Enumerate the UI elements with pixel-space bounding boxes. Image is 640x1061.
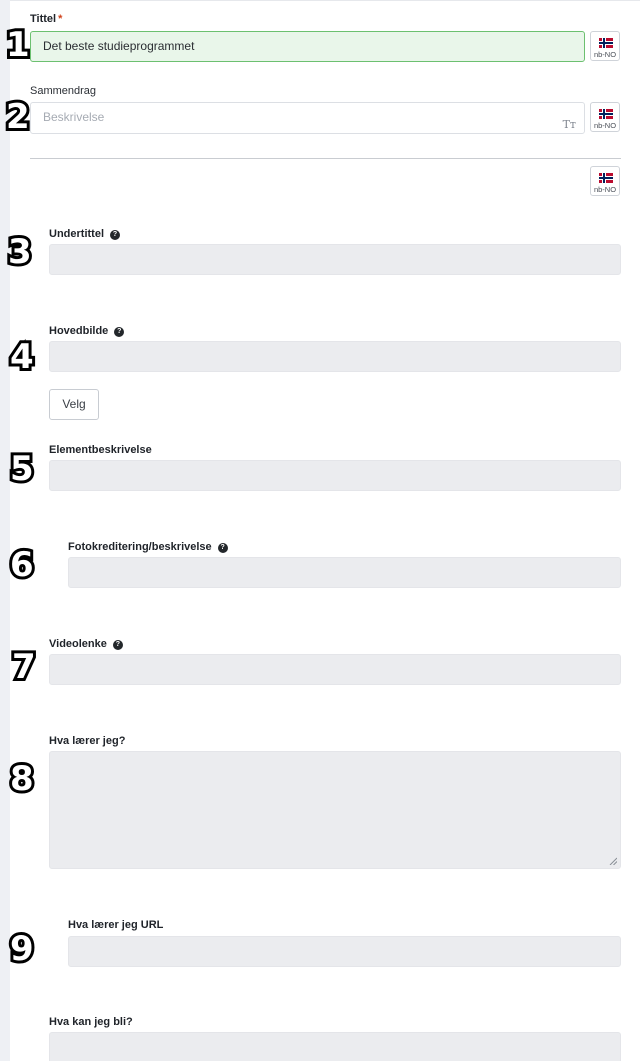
step-number-6: 6 — [10, 545, 34, 585]
hva-laerer-url-label: Hva lærer jeg URL — [68, 919, 164, 931]
elementbeskrivelse-input[interactable] — [49, 460, 621, 491]
tittel-input[interactable] — [30, 31, 585, 62]
sammendrag-label: Sammendrag — [30, 85, 97, 97]
section-divider — [30, 158, 621, 159]
help-icon[interactable]: ? — [218, 543, 228, 553]
tittel-label-text: Tittel — [30, 13, 57, 25]
help-icon[interactable]: ? — [110, 230, 120, 240]
help-icon[interactable]: ? — [114, 327, 124, 337]
norway-flag-icon — [599, 38, 613, 48]
sammendrag-input[interactable] — [30, 102, 585, 134]
velg-button[interactable]: Velg — [49, 389, 99, 420]
left-rail — [0, 0, 10, 1061]
step-number-9: 9 — [10, 929, 34, 969]
language-code: nb-NO — [593, 185, 617, 194]
elementbeskrivelse-label: Elementbeskrivelse — [49, 444, 152, 456]
hva-kan-bli-label: Hva kan jeg bli? — [49, 1016, 133, 1028]
hva-laerer-url-input[interactable] — [68, 936, 621, 967]
undertittel-label-text: Undertittel — [49, 228, 104, 240]
language-button-section[interactable] — [590, 166, 620, 196]
sammendrag-placeholder: Beskrivelse — [43, 110, 105, 124]
fotokreditering-label — [68, 541, 228, 553]
fotokreditering-input[interactable] — [68, 557, 621, 588]
hovedbilde-label — [49, 325, 124, 337]
language-code: nb-NO — [593, 121, 617, 130]
step-number-5: 5 — [10, 449, 34, 489]
hva-laerer-label: Hva lærer jeg? — [49, 735, 126, 747]
resize-handle-icon[interactable] — [609, 857, 617, 865]
step-number-1: 1 — [6, 25, 30, 65]
videolenke-label-text: Videolenke — [49, 638, 107, 650]
hovedbilde-label-text: Hovedbilde — [49, 325, 109, 337]
step-number-2: 2 — [6, 97, 30, 137]
language-code: nb-NO — [593, 50, 617, 59]
tittel-value: Det beste studieprogrammet — [43, 39, 195, 53]
hva-laerer-textarea[interactable] — [49, 751, 621, 869]
step-number-3: 3 — [8, 232, 32, 272]
language-button-tittel[interactable] — [590, 31, 620, 61]
norway-flag-icon — [599, 109, 613, 119]
step-number-8: 8 — [10, 759, 34, 799]
undertittel-label — [49, 228, 120, 240]
fotokreditering-label-text: Fotokreditering/beskrivelse — [68, 541, 212, 553]
top-divider — [10, 0, 640, 1]
hva-kan-bli-input[interactable] — [49, 1032, 621, 1061]
hovedbilde-input[interactable] — [49, 341, 621, 372]
step-number-7: 7 — [12, 647, 36, 687]
help-icon[interactable]: ? — [113, 640, 123, 650]
required-mark: * — [58, 13, 63, 25]
step-number-4: 4 — [10, 337, 34, 377]
text-format-icon[interactable]: Tт — [562, 118, 576, 131]
videolenke-input[interactable] — [49, 654, 621, 685]
language-button-sammendrag[interactable] — [590, 102, 620, 132]
norway-flag-icon — [599, 173, 613, 183]
videolenke-label — [49, 638, 123, 650]
tittel-label — [30, 13, 62, 25]
undertittel-input[interactable] — [49, 244, 621, 275]
